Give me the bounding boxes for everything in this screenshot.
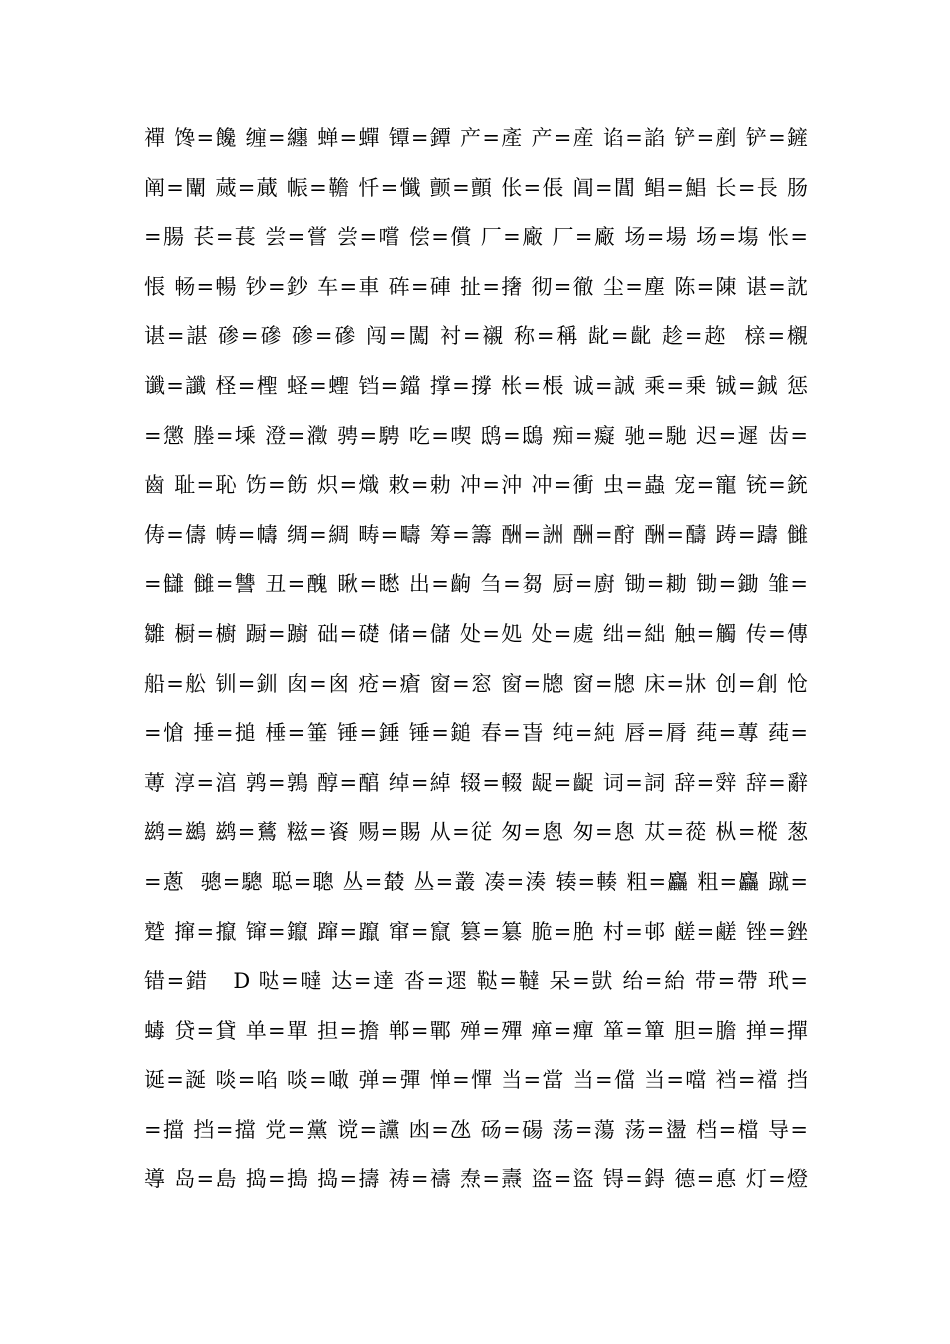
text-line-18: 错=錯 D 哒=噠 达=達 沓=遝 鞑=韃 呆=獃 绐=紿 带=帶 玳= bbox=[144, 969, 808, 994]
text-line-5: 谌=諶 碜=磣 碜=磣 闯=闖 衬=襯 称=稱 龀=齔 趁=趂 榇=櫬 bbox=[144, 324, 808, 349]
text-line-17: 蹵 撺=攛 镩=鑹 蹿=躥 窜=竄 篡=簒 脆=脃 村=邨 鹾=鹺 锉=銼 bbox=[144, 919, 808, 944]
text-line-11: 雛 橱=櫥 蹰=躕 础=礎 储=儲 处=処 处=處 绌=絀 触=觸 传=傳 bbox=[144, 621, 808, 646]
text-line-10: =讎 雠=讐 丑=醜 瞅=矁 出=齣 刍=芻 厨=廚 锄=耡 锄=鋤 雏= bbox=[144, 572, 808, 597]
text-line-20: 诞=誕 啖=啗 啖=噉 弹=彈 惮=憚 当=當 当=儅 当=噹 裆=襠 挡 bbox=[144, 1068, 808, 1093]
text-line-6: 谶=讖 柽=檉 蛏=蟶 铛=鐺 撑=撐 枨=棖 诚=誠 乘=乗 铖=鋮 惩 bbox=[144, 373, 808, 398]
text-line-1: 禪 馋=饞 缠=纏 蝉=蟬 镡=鐔 产=產 产=産 谄=諂 铲=剷 铲=鏟 bbox=[144, 126, 808, 150]
text-line-9: 俦=儔 帱=幬 绸=綢 畴=疇 筹=籌 酬=詶 酬=酧 酬=醻 踌=躊 雠 bbox=[144, 522, 808, 547]
text-line-3: =腸 苌=萇 尝=嘗 尝=嚐 偿=償 厂=廠 厂=廠 场=場 场=塲 怅= bbox=[144, 225, 808, 250]
character-list bbox=[144, 114, 808, 1205]
text-line-13: =愴 捶=搥 棰=箠 锤=錘 锤=鎚 春=旾 纯=純 唇=脣 莼=蓴 莼= bbox=[144, 721, 808, 746]
text-line-15: 鹚=鷀 鹚=鶿 糍=餈 赐=賜 从=従 匆=悤 匆=悤 苁=蓯 枞=樅 葱 bbox=[144, 820, 808, 845]
text-line-4: 悵 畅=暢 钞=鈔 车=車 砗=硨 扯=撦 彻=徹 尘=塵 陈=陳 谌=訦 bbox=[144, 274, 808, 299]
text-line-14: 蒪 淳=湻 鹑=鶉 醇=醕 绰=綽 辍=輟 龊=齪 词=詞 辞=辤 辞=辭 bbox=[144, 770, 808, 795]
text-line-19: 蝳 贷=貸 单=單 担=擔 郸=鄲 殚=殫 瘅=癉 箪=簞 胆=膽 掸=撣 bbox=[144, 1018, 808, 1043]
text-line-7: =懲 塍=塖 澄=瀓 骋=騁 吃=喫 鸱=鴟 痴=癡 驰=馳 迟=遲 齿= bbox=[144, 423, 808, 448]
text-line-21: =擋 挡=擋 党=黨 谠=讜 凼=氹 砀=碭 荡=蕩 荡=盪 档=檔 导= bbox=[144, 1117, 808, 1142]
text-line-2: 阐=闡 蒇=蕆 帪=韂 忏=懺 颤=顫 伥=倀 阊=閶 鲳=鯧 长=長 肠 bbox=[144, 175, 808, 200]
text-line-16: =蔥 骢=驄 聪=聰 丛=樷 丛=叢 凑=湊 辏=輳 粗=麤 粗=麤 蹴= bbox=[144, 869, 808, 894]
text-line-8: 齒 耻=恥 饬=飭 炽=熾 敕=勅 冲=沖 冲=衝 虫=蟲 宠=寵 铳=銃 bbox=[144, 473, 808, 498]
text-line-22: 導 岛=島 捣=搗 捣=擣 祷=禱 焘=燾 盗=盜 锝=鍀 德=悳 灯=燈 bbox=[144, 1167, 808, 1192]
text-line-12: 船=舩 钏=釧 囱=囪 疮=瘡 窗=窓 窗=牕 窗=牕 床=牀 创=創 怆 bbox=[144, 671, 808, 696]
